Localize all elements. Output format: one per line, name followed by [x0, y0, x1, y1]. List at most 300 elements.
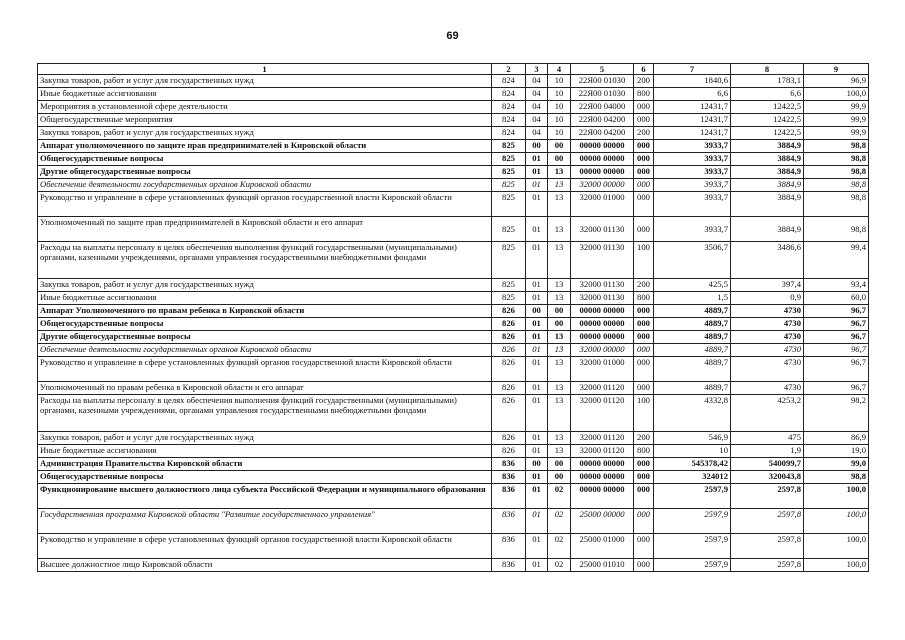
row-planned-cell: 12431,7 [654, 114, 731, 127]
row-subsection-cell: 13 [548, 166, 571, 179]
row-expense-type-cell: 200 [634, 127, 654, 140]
table-row [38, 114, 869, 127]
row-planned-cell: 10 [654, 445, 731, 458]
table-row [38, 75, 869, 88]
row-subsection-cell: 00 [548, 153, 571, 166]
row-planned-cell: 4332,8 [654, 395, 731, 432]
row-name-cell: Иные бюджетные ассигнования [38, 292, 492, 305]
row-section-cell: 00 [526, 140, 548, 153]
row-expense-type-cell: 000 [634, 140, 654, 153]
table-row [38, 166, 869, 179]
row-code-cell: 826 [492, 344, 526, 357]
row-percent-cell: 96,7 [804, 344, 869, 357]
row-target-article-cell: 00000 00000 [571, 140, 634, 153]
row-name-cell: Закупка товаров, работ и услуг для государственных нужд [38, 432, 492, 445]
row-planned-cell: 324012 [654, 471, 731, 484]
row-expense-type-cell: 000 [634, 166, 654, 179]
row-planned-cell: 4889,7 [654, 357, 731, 382]
row-subsection-cell: 02 [548, 534, 571, 559]
table-row [38, 509, 869, 534]
row-name-cell: Функционирование высшего должностного лица субъекта Российской Федерации и муниципального образования [38, 484, 492, 509]
row-target-article-cell: 32000 01130 [571, 279, 634, 292]
row-section-cell: 01 [526, 382, 548, 395]
row-subsection-cell: 10 [548, 127, 571, 140]
row-section-cell: 01 [526, 395, 548, 432]
page-number: 69 [446, 30, 459, 42]
row-percent-cell: 98,8 [804, 179, 869, 192]
row-target-article-cell: 32000 01120 [571, 395, 634, 432]
row-name-cell: Уполномоченный по защите прав предпринимателей в Кировской области и его аппарат [38, 217, 492, 242]
row-target-article-cell: 00000 00000 [571, 153, 634, 166]
row-expense-type-cell: 000 [634, 484, 654, 509]
row-executed-cell: 1,9 [731, 445, 804, 458]
row-name-cell: Расходы на выплаты персоналу в целях обеспечения выполнения функций государственными (муниципальными) органами, казенными учреждениями, органами управления государственными внебюджетными фондами [38, 242, 492, 279]
row-name-cell: Обеспечение деятельности государственных органов Кировской области [38, 179, 492, 192]
row-percent-cell: 99,4 [804, 242, 869, 279]
column-header: 9 [804, 64, 869, 75]
row-name-cell: Руководство и управление в сфере установленных функций органов государственной власти Кировской области [38, 534, 492, 559]
row-code-cell: 826 [492, 357, 526, 382]
row-executed-cell: 3884,9 [731, 179, 804, 192]
row-target-article-cell: 32000 00000 [571, 344, 634, 357]
row-executed-cell: 12422,5 [731, 127, 804, 140]
row-expense-type-cell: 000 [634, 192, 654, 217]
row-expense-type-cell: 000 [634, 357, 654, 382]
row-percent-cell: 96,7 [804, 318, 869, 331]
row-planned-cell: 3933,7 [654, 179, 731, 192]
row-section-cell: 01 [526, 166, 548, 179]
row-planned-cell: 2597,9 [654, 559, 731, 572]
row-code-cell: 826 [492, 432, 526, 445]
row-section-cell: 01 [526, 217, 548, 242]
table-row [38, 179, 869, 192]
row-executed-cell: 4730 [731, 357, 804, 382]
row-name-cell: Государственная программа Кировской области "Развитие государственного управления" [38, 509, 492, 534]
row-code-cell: 836 [492, 458, 526, 471]
row-code-cell: 836 [492, 471, 526, 484]
row-target-article-cell: 22Я00 01030 [571, 75, 634, 88]
table-row [38, 101, 869, 114]
row-executed-cell: 4730 [731, 305, 804, 318]
row-percent-cell: 98,8 [804, 140, 869, 153]
row-name-cell: Аппарат Уполномоченного по правам ребенка в Кировской области [38, 305, 492, 318]
row-subsection-cell: 02 [548, 509, 571, 534]
row-executed-cell: 4730 [731, 382, 804, 395]
table-header [38, 64, 869, 75]
row-expense-type-cell: 000 [634, 344, 654, 357]
row-planned-cell: 2597,9 [654, 484, 731, 509]
row-code-cell: 824 [492, 101, 526, 114]
row-code-cell: 836 [492, 559, 526, 572]
row-executed-cell: 3884,9 [731, 153, 804, 166]
row-planned-cell: 4889,7 [654, 382, 731, 395]
row-target-article-cell: 00000 00000 [571, 166, 634, 179]
row-subsection-cell: 00 [548, 458, 571, 471]
budget-table [37, 63, 869, 572]
row-section-cell: 01 [526, 471, 548, 484]
row-percent-cell: 60,0 [804, 292, 869, 305]
row-code-cell: 826 [492, 331, 526, 344]
row-target-article-cell: 22Я00 04200 [571, 114, 634, 127]
row-section-cell: 01 [526, 292, 548, 305]
row-target-article-cell: 25000 01010 [571, 559, 634, 572]
row-code-cell: 824 [492, 114, 526, 127]
row-target-article-cell: 22Я00 04000 [571, 101, 634, 114]
row-subsection-cell: 00 [548, 140, 571, 153]
row-section-cell: 00 [526, 305, 548, 318]
row-percent-cell: 96,7 [804, 382, 869, 395]
row-executed-cell: 3884,9 [731, 192, 804, 217]
row-subsection-cell: 00 [548, 318, 571, 331]
row-percent-cell: 99,9 [804, 127, 869, 140]
table-row [38, 331, 869, 344]
table-row [38, 217, 869, 242]
row-section-cell: 00 [526, 458, 548, 471]
row-percent-cell: 98,2 [804, 395, 869, 432]
row-expense-type-cell: 000 [634, 179, 654, 192]
row-planned-cell: 3933,7 [654, 166, 731, 179]
row-executed-cell: 3486,6 [731, 242, 804, 279]
row-target-article-cell: 00000 00000 [571, 471, 634, 484]
table-row [38, 279, 869, 292]
row-expense-type-cell: 200 [634, 279, 654, 292]
column-header: 8 [731, 64, 804, 75]
row-expense-type-cell: 000 [634, 534, 654, 559]
row-section-cell: 01 [526, 192, 548, 217]
row-code-cell: 825 [492, 242, 526, 279]
column-header: 7 [654, 64, 731, 75]
row-expense-type-cell: 100 [634, 395, 654, 432]
row-planned-cell: 1840,6 [654, 75, 731, 88]
row-target-article-cell: 00000 00000 [571, 318, 634, 331]
row-planned-cell: 3933,7 [654, 140, 731, 153]
row-target-article-cell: 32000 01000 [571, 357, 634, 382]
row-planned-cell: 12431,7 [654, 127, 731, 140]
row-percent-cell: 96,7 [804, 331, 869, 344]
table-row [38, 127, 869, 140]
row-percent-cell: 99,9 [804, 101, 869, 114]
row-subsection-cell: 00 [548, 305, 571, 318]
row-executed-cell: 4730 [731, 344, 804, 357]
row-expense-type-cell: 000 [634, 101, 654, 114]
table-row [38, 432, 869, 445]
row-section-cell: 01 [526, 153, 548, 166]
row-code-cell: 825 [492, 153, 526, 166]
row-subsection-cell: 13 [548, 357, 571, 382]
row-subsection-cell: 02 [548, 559, 571, 572]
table-row [38, 242, 869, 279]
row-section-cell: 01 [526, 559, 548, 572]
row-expense-type-cell: 000 [634, 382, 654, 395]
table-row [38, 357, 869, 382]
row-planned-cell: 4889,7 [654, 305, 731, 318]
row-target-article-cell: 32000 01130 [571, 242, 634, 279]
row-section-cell: 01 [526, 318, 548, 331]
row-target-article-cell: 25000 01000 [571, 534, 634, 559]
row-section-cell: 01 [526, 484, 548, 509]
row-target-article-cell: 00000 00000 [571, 305, 634, 318]
row-code-cell: 825 [492, 217, 526, 242]
row-subsection-cell: 10 [548, 101, 571, 114]
row-code-cell: 825 [492, 192, 526, 217]
row-code-cell: 826 [492, 305, 526, 318]
table-body [38, 75, 869, 572]
row-executed-cell: 3884,9 [731, 166, 804, 179]
row-executed-cell: 6,6 [731, 88, 804, 101]
table-row [38, 344, 869, 357]
row-code-cell: 824 [492, 75, 526, 88]
row-executed-cell: 397,4 [731, 279, 804, 292]
row-section-cell: 01 [526, 357, 548, 382]
row-percent-cell: 99,0 [804, 458, 869, 471]
column-header: 1 [38, 64, 492, 75]
table-row [38, 458, 869, 471]
row-percent-cell: 99,9 [804, 114, 869, 127]
row-section-cell: 01 [526, 279, 548, 292]
row-subsection-cell: 13 [548, 292, 571, 305]
row-expense-type-cell: 000 [634, 318, 654, 331]
row-subsection-cell: 10 [548, 88, 571, 101]
row-code-cell: 825 [492, 292, 526, 305]
row-code-cell: 824 [492, 88, 526, 101]
row-subsection-cell: 13 [548, 432, 571, 445]
row-code-cell: 825 [492, 179, 526, 192]
row-expense-type-cell: 100 [634, 242, 654, 279]
row-code-cell: 826 [492, 395, 526, 432]
row-section-cell: 01 [526, 179, 548, 192]
column-header: 4 [548, 64, 571, 75]
table-row [38, 471, 869, 484]
row-subsection-cell: 13 [548, 445, 571, 458]
row-section-cell: 04 [526, 101, 548, 114]
row-planned-cell: 545378,42 [654, 458, 731, 471]
row-expense-type-cell: 800 [634, 88, 654, 101]
row-subsection-cell: 13 [548, 179, 571, 192]
row-target-article-cell: 32000 01120 [571, 382, 634, 395]
row-percent-cell: 100,0 [804, 509, 869, 534]
row-percent-cell: 19,0 [804, 445, 869, 458]
row-code-cell: 825 [492, 279, 526, 292]
row-code-cell: 826 [492, 318, 526, 331]
row-code-cell: 825 [492, 140, 526, 153]
row-executed-cell: 2597,8 [731, 509, 804, 534]
row-executed-cell: 2597,8 [731, 484, 804, 509]
row-percent-cell: 100,0 [804, 534, 869, 559]
row-target-article-cell: 32000 00000 [571, 179, 634, 192]
row-name-cell: Общегосударственные мероприятия [38, 114, 492, 127]
row-planned-cell: 4889,7 [654, 344, 731, 357]
row-code-cell: 824 [492, 127, 526, 140]
row-subsection-cell: 13 [548, 279, 571, 292]
row-percent-cell: 98,8 [804, 192, 869, 217]
row-name-cell: Расходы на выплаты персоналу в целях обеспечения выполнения функций государственными (муниципальными) органами, казенными учреждениями, органами управления государственными внебюджетными фондами [38, 395, 492, 432]
row-code-cell: 836 [492, 509, 526, 534]
row-section-cell: 01 [526, 432, 548, 445]
row-subsection-cell: 02 [548, 484, 571, 509]
row-expense-type-cell: 000 [634, 471, 654, 484]
row-section-cell: 01 [526, 534, 548, 559]
row-subsection-cell: 13 [548, 382, 571, 395]
row-target-article-cell: 22Я00 01030 [571, 88, 634, 101]
row-name-cell: Закупка товаров, работ и услуг для государственных нужд [38, 127, 492, 140]
row-name-cell: Руководство и управление в сфере установленных функций органов государственной власти Кировской области [38, 192, 492, 217]
row-executed-cell: 12422,5 [731, 101, 804, 114]
row-executed-cell: 12422,5 [731, 114, 804, 127]
row-section-cell: 04 [526, 75, 548, 88]
row-percent-cell: 98,8 [804, 471, 869, 484]
row-target-article-cell: 32000 01120 [571, 445, 634, 458]
row-percent-cell: 100,0 [804, 88, 869, 101]
row-name-cell: Общегосударственные вопросы [38, 471, 492, 484]
row-name-cell: Закупка товаров, работ и услуг для государственных нужд [38, 75, 492, 88]
row-subsection-cell: 13 [548, 331, 571, 344]
row-executed-cell: 2597,8 [731, 559, 804, 572]
row-expense-type-cell: 000 [634, 559, 654, 572]
row-executed-cell: 4730 [731, 331, 804, 344]
row-planned-cell: 4889,7 [654, 331, 731, 344]
table-row [38, 292, 869, 305]
column-header: 3 [526, 64, 548, 75]
row-section-cell: 01 [526, 242, 548, 279]
table-row [38, 305, 869, 318]
table-row [38, 382, 869, 395]
row-executed-cell: 3884,9 [731, 140, 804, 153]
row-section-cell: 04 [526, 114, 548, 127]
row-expense-type-cell: 000 [634, 331, 654, 344]
table-row [38, 445, 869, 458]
row-name-cell: Администрация Правительства Кировской области [38, 458, 492, 471]
row-percent-cell: 98,8 [804, 166, 869, 179]
table-row [38, 153, 869, 166]
row-target-article-cell: 32000 01000 [571, 192, 634, 217]
row-expense-type-cell: 200 [634, 75, 654, 88]
row-percent-cell: 96,9 [804, 75, 869, 88]
row-percent-cell: 93,4 [804, 279, 869, 292]
row-planned-cell: 3506,7 [654, 242, 731, 279]
row-planned-cell: 12431,7 [654, 101, 731, 114]
row-name-cell: Обеспечение деятельности государственных органов Кировской области [38, 344, 492, 357]
row-subsection-cell: 00 [548, 471, 571, 484]
table-row [38, 140, 869, 153]
row-target-article-cell: 32000 01130 [571, 292, 634, 305]
row-planned-cell: 3933,7 [654, 153, 731, 166]
row-planned-cell: 2597,9 [654, 509, 731, 534]
table-row [38, 192, 869, 217]
row-executed-cell: 320043,8 [731, 471, 804, 484]
row-percent-cell: 86,9 [804, 432, 869, 445]
row-target-article-cell: 00000 00000 [571, 484, 634, 509]
row-executed-cell: 4253,2 [731, 395, 804, 432]
row-code-cell: 825 [492, 166, 526, 179]
row-target-article-cell: 32000 01120 [571, 432, 634, 445]
row-expense-type-cell: 200 [634, 432, 654, 445]
row-subsection-cell: 13 [548, 217, 571, 242]
row-code-cell: 836 [492, 534, 526, 559]
row-planned-cell: 4889,7 [654, 318, 731, 331]
row-target-article-cell: 00000 00000 [571, 331, 634, 344]
row-percent-cell: 100,0 [804, 559, 869, 572]
row-planned-cell: 3933,7 [654, 192, 731, 217]
table-row [38, 318, 869, 331]
row-expense-type-cell: 000 [634, 509, 654, 534]
row-target-article-cell: 32000 01130 [571, 217, 634, 242]
row-planned-cell: 1,5 [654, 292, 731, 305]
row-percent-cell: 100,0 [804, 484, 869, 509]
row-code-cell: 836 [492, 484, 526, 509]
row-expense-type-cell: 800 [634, 445, 654, 458]
row-name-cell: Иные бюджетные ассигнования [38, 445, 492, 458]
row-target-article-cell: 00000 00000 [571, 458, 634, 471]
column-header: 6 [634, 64, 654, 75]
row-subsection-cell: 13 [548, 395, 571, 432]
row-expense-type-cell: 000 [634, 217, 654, 242]
row-expense-type-cell: 000 [634, 114, 654, 127]
row-section-cell: 01 [526, 445, 548, 458]
table-row [38, 484, 869, 509]
row-expense-type-cell: 000 [634, 458, 654, 471]
row-percent-cell: 98,8 [804, 153, 869, 166]
row-target-article-cell: 25000 00000 [571, 509, 634, 534]
row-section-cell: 01 [526, 509, 548, 534]
row-name-cell: Общегосударственные вопросы [38, 153, 492, 166]
row-name-cell: Мероприятия в установленной сфере деятельности [38, 101, 492, 114]
row-expense-type-cell: 000 [634, 153, 654, 166]
row-planned-cell: 425,5 [654, 279, 731, 292]
row-percent-cell: 96,7 [804, 357, 869, 382]
row-planned-cell: 3933,7 [654, 217, 731, 242]
table-row [38, 88, 869, 101]
column-header: 2 [492, 64, 526, 75]
column-header: 5 [571, 64, 634, 75]
table-row [38, 559, 869, 572]
row-name-cell: Общегосударственные вопросы [38, 318, 492, 331]
row-name-cell: Иные бюджетные ассигнования [38, 88, 492, 101]
row-name-cell: Высшее должностное лицо Кировской области [38, 559, 492, 572]
row-section-cell: 01 [526, 344, 548, 357]
row-name-cell: Другие общегосударственные вопросы [38, 331, 492, 344]
row-planned-cell: 2597,9 [654, 534, 731, 559]
row-executed-cell: 475 [731, 432, 804, 445]
row-percent-cell: 98,8 [804, 217, 869, 242]
row-section-cell: 04 [526, 127, 548, 140]
row-name-cell: Другие общегосударственные вопросы [38, 166, 492, 179]
row-section-cell: 01 [526, 331, 548, 344]
row-executed-cell: 1783,1 [731, 75, 804, 88]
row-name-cell: Закупка товаров, работ и услуг для государственных нужд [38, 279, 492, 292]
row-section-cell: 04 [526, 88, 548, 101]
row-planned-cell: 6,6 [654, 88, 731, 101]
row-target-article-cell: 22Я00 04200 [571, 127, 634, 140]
row-subsection-cell: 13 [548, 344, 571, 357]
row-subsection-cell: 13 [548, 242, 571, 279]
row-executed-cell: 0,9 [731, 292, 804, 305]
row-name-cell: Руководство и управление в сфере установленных функций органов государственной власти Кировской области [38, 357, 492, 382]
row-percent-cell: 96,7 [804, 305, 869, 318]
row-executed-cell: 3884,9 [731, 217, 804, 242]
row-name-cell: Аппарат уполномоченного по защите прав предпринимателей в Кировской области [38, 140, 492, 153]
table-row [38, 534, 869, 559]
row-executed-cell: 540099,7 [731, 458, 804, 471]
table-row [38, 395, 869, 432]
row-code-cell: 826 [492, 382, 526, 395]
row-subsection-cell: 10 [548, 114, 571, 127]
row-code-cell: 826 [492, 445, 526, 458]
row-expense-type-cell: 800 [634, 292, 654, 305]
row-subsection-cell: 10 [548, 75, 571, 88]
row-subsection-cell: 13 [548, 192, 571, 217]
row-executed-cell: 2597,8 [731, 534, 804, 559]
row-executed-cell: 4730 [731, 318, 804, 331]
